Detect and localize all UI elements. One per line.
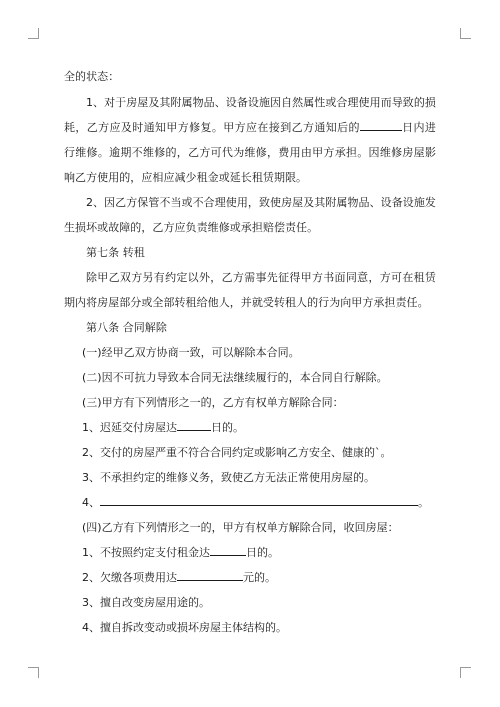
repair-clause-1-text-b: 日内进行维修。逾期不维修的，乙方可代为维修，费用由甲方承担。因维修房屋影响乙方使用的，应相应减少租金或延长租赁期限。 xyxy=(64,121,436,184)
landlord-breach-1-text-b: 日的。 xyxy=(211,421,244,434)
landlord-breach-4 xyxy=(64,490,436,515)
termination-item-1: (一)经甲乙双方协商一致，可以解除本合同。 xyxy=(82,346,300,359)
tenant-breach-3: 3、擅自改变房屋用途的。 xyxy=(82,596,210,609)
repair-clause-1-text-a: 1、对于房屋及其附属物品、设备设施因自然属性或合理使用而导致的损耗，乙方应及时通知甲方修复。甲方应在接到乙方通知后的 xyxy=(64,96,436,134)
crop-mark-bottom-right xyxy=(460,667,471,678)
tenant-breach-2-text-a: 2、欠缴各项费用达 xyxy=(82,571,177,584)
rent-days-blank xyxy=(210,544,246,556)
sublease-clause: 除甲乙双方另有约定以外，乙方需事先征得甲方书面同意，方可在租赁期内将房屋部分或全部转租给他人，并就受转租人的行为向甲方承担责任。 xyxy=(64,271,436,309)
tenant-breach-4: 4、擅自拆改变动或损坏房屋主体结构的。 xyxy=(82,621,287,634)
tenant-breach-2 xyxy=(64,565,436,590)
tenant-breach-1 xyxy=(64,540,436,565)
tenant-breach-1-text-b: 日的。 xyxy=(246,546,279,559)
crop-mark-top-left xyxy=(28,28,39,39)
landlord-breach-3: 3、不承担约定的维修义务，致使乙方无法正常使用房屋的。 xyxy=(82,471,375,484)
repair-clause-1 xyxy=(64,90,436,190)
crop-mark-top-right xyxy=(460,28,471,39)
landlord-breach-4-text-b: 。 xyxy=(418,496,429,509)
landlord-breach-2: 2、交付的房屋严重不符合合同约定或影响乙方安全、健康的`。 xyxy=(82,446,392,459)
continued-line: 全的状态： xyxy=(64,70,120,83)
repair-clause-2: 2、因乙方保管不当或不合理使用，致使房屋及其附属物品、设备设施发生损坏或故障的，乙方应负责维修或承担赔偿责任。 xyxy=(64,196,436,234)
termination-item-3: (三)甲方有下列情形之一的，乙方有权单方解除合同： xyxy=(82,396,344,409)
article-7-heading: 第七条 转租 xyxy=(86,246,145,259)
repair-days-blank xyxy=(360,119,402,131)
delay-days-blank xyxy=(177,419,211,431)
contract-body xyxy=(64,64,436,640)
landlord-breach-1 xyxy=(64,415,436,440)
tenant-breach-2-text-b: 元的。 xyxy=(243,571,276,584)
other-condition-blank xyxy=(100,494,418,506)
tenant-breach-1-text-a: 1、不按照约定支付租金达 xyxy=(82,546,210,559)
termination-item-2: (二)因不可抗力导致本合同无法继续履行的，本合同自行解除。 xyxy=(82,371,388,384)
fees-amount-blank xyxy=(177,569,243,581)
landlord-breach-4-text-a: 4、 xyxy=(82,496,100,509)
termination-item-4: (四)乙方有下列情形之一的，甲方有权单方解除合同，收回房屋： xyxy=(82,521,399,534)
article-8-heading: 第八条 合同解除 xyxy=(86,321,167,334)
crop-mark-bottom-left xyxy=(28,667,39,678)
landlord-breach-1-text-a: 1、迟延交付房屋达 xyxy=(82,421,177,434)
